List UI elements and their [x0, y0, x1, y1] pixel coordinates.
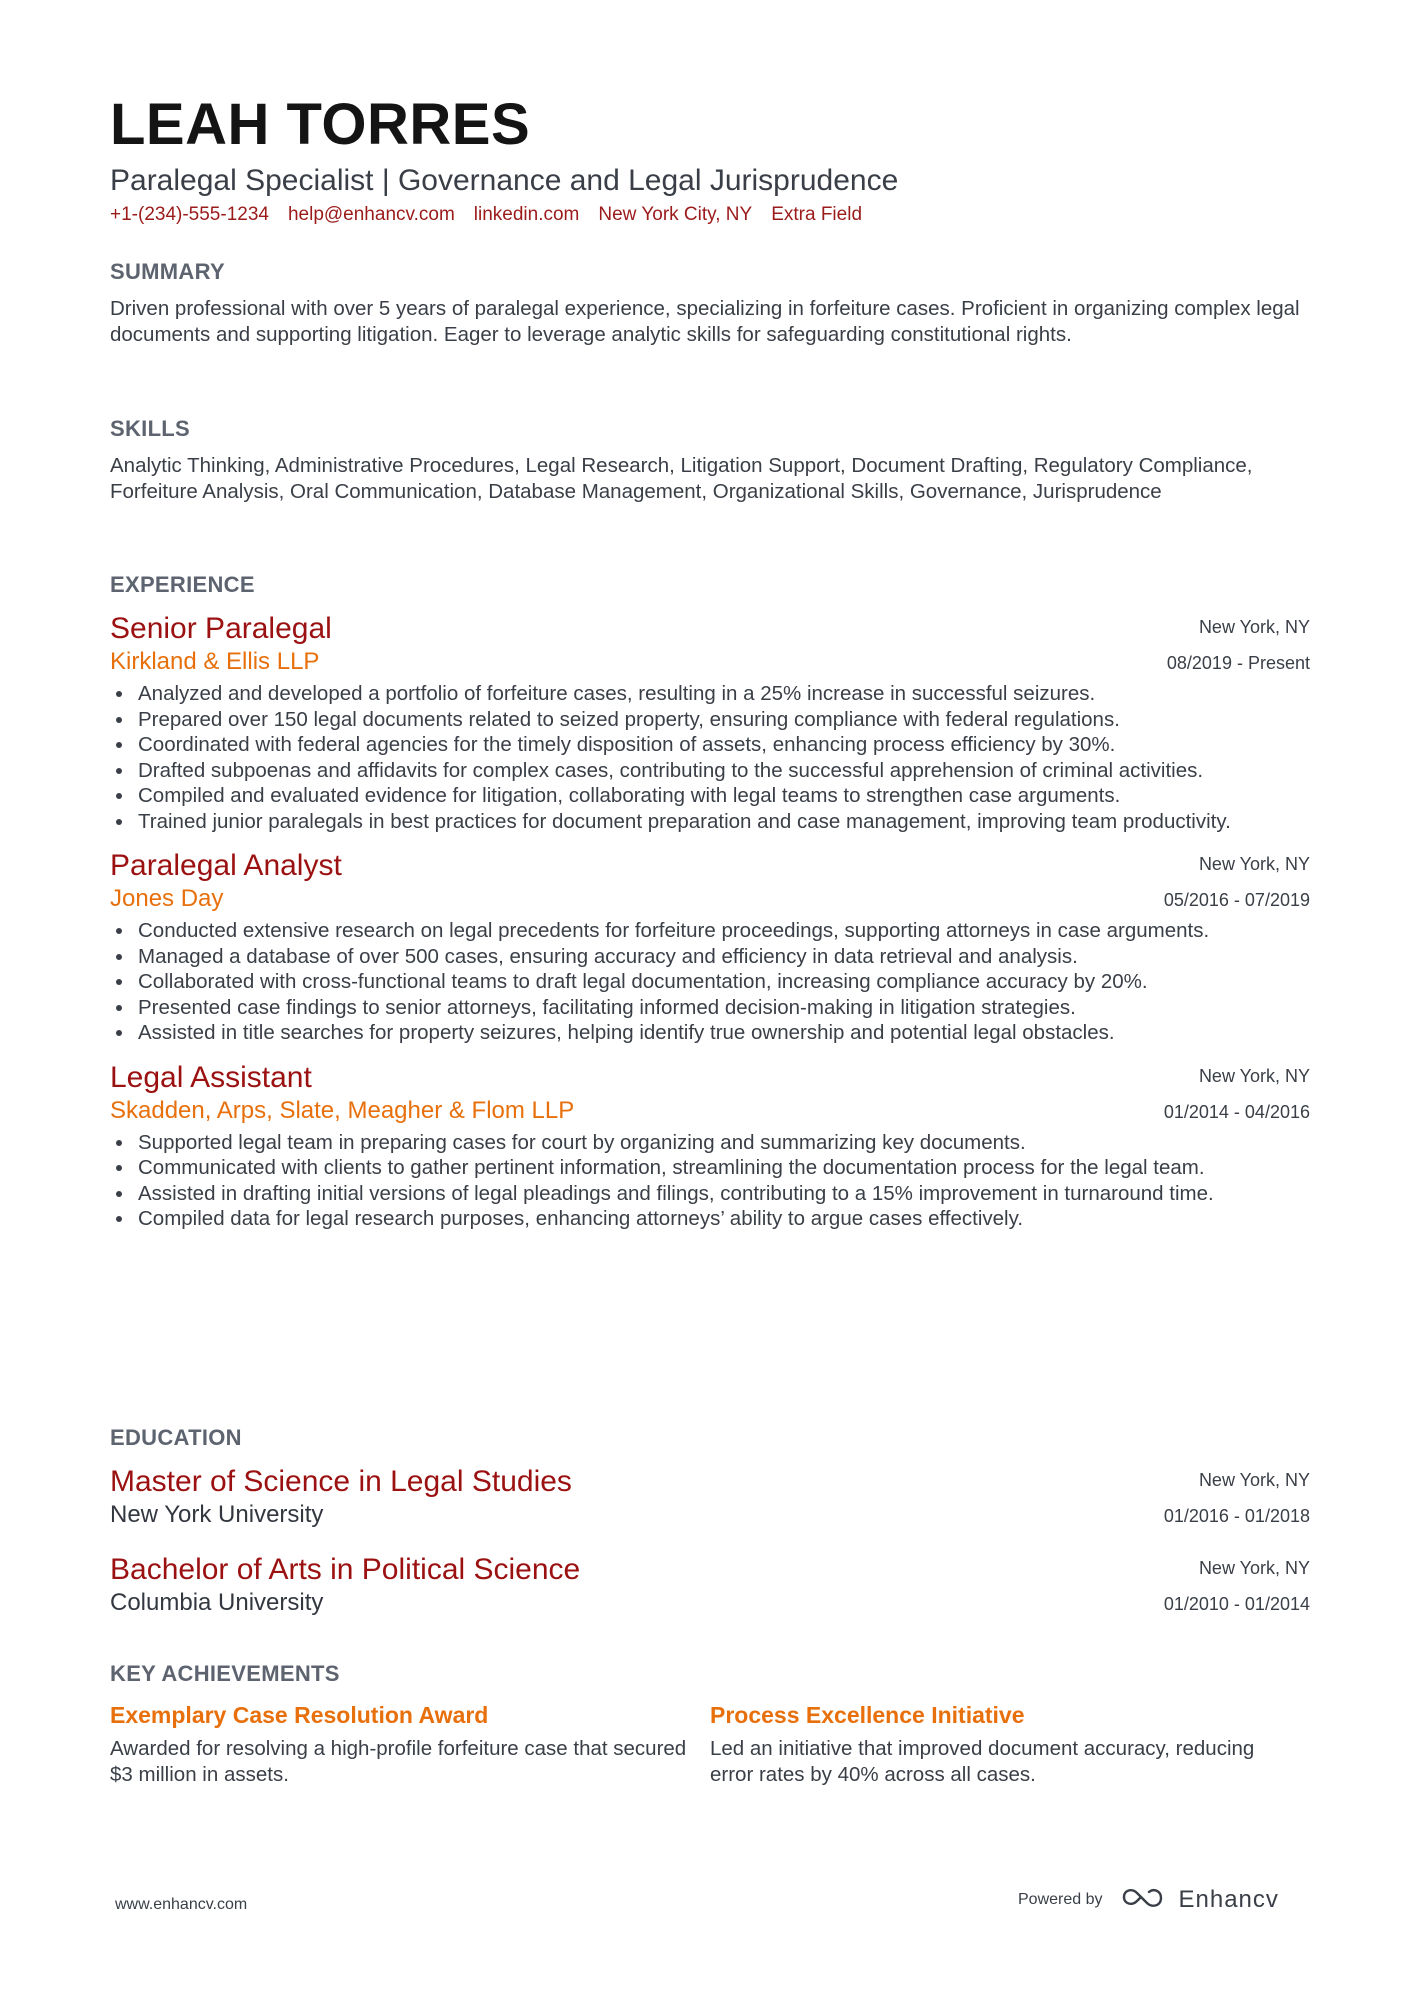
education-location: New York, NY: [1198, 1470, 1310, 1490]
experience-section: [110, 571, 1310, 1232]
job-bullets: [110, 681, 1310, 834]
job-location: New York, NY: [1198, 854, 1310, 874]
bullet-item: Trained junior paralegals in best practices for document preparation and case management, improving team productivity.: [110, 809, 1250, 835]
education-school: New York University: [110, 1501, 324, 1528]
brand-name: Enhancv: [1178, 1885, 1279, 1913]
job-bullets: [110, 918, 1310, 1046]
education-degree: Bachelor of Arts in Political Science: [110, 1553, 581, 1586]
bullet-item: Supported legal team in preparing cases for court by organizing and summarizing key documents.: [110, 1130, 1250, 1156]
skills-title: SKILLS: [110, 416, 191, 441]
candidate-name: LEAH TORRES: [110, 92, 531, 157]
headline: Paralegal Specialist | Governance and Legal Jurisprudence: [110, 164, 899, 197]
job-location: New York, NY: [1198, 617, 1310, 637]
bullet-item: Conducted extensive research on legal precedents for forfeiture proceedings, supporting attorneys in case arguments.: [110, 918, 1250, 944]
education-school: Columbia University: [110, 1589, 324, 1616]
achievement-title: Exemplary Case Resolution Award: [110, 1702, 489, 1728]
achievement-item: [110, 1700, 710, 1787]
education-title: EDUCATION: [110, 1425, 242, 1450]
bullet-item: Drafted subpoenas and affidavits for complex cases, contributing to the successful apprehension of criminal activities.: [110, 758, 1250, 784]
experience-title: EXPERIENCE: [110, 572, 255, 597]
bullet-item: Assisted in title searches for property seizures, helping identify true ownership and potential legal obstacles.: [110, 1020, 1250, 1046]
education-entry: [110, 1552, 1310, 1618]
skills-text: Analytic Thinking, Administrative Procedures, Legal Research, Litigation Support, Document Drafting, Regulatory Compliance, Forfeiture Analysis, Oral Communication, Database Management, Organizational Skills, Governance, Jurisprudence: [110, 454, 1253, 503]
achievement-desc: Led an initiative that improved document accuracy, reducing error rates by 40% across all cases.: [710, 1737, 1255, 1786]
job-entry: [110, 848, 1310, 1046]
skills-section: [110, 415, 1310, 504]
summary-title: SUMMARY: [110, 259, 225, 284]
bullet-item: Assisted in drafting initial versions of legal pleadings and filings, contributing to a 15% improvement in turnaround time.: [110, 1181, 1250, 1207]
job-company: Kirkland & Ellis LLP: [110, 648, 320, 675]
resume-page: [110, 92, 1310, 1786]
contact-extra[interactable]: Extra Field: [771, 204, 863, 225]
education-section: [110, 1424, 1310, 1618]
job-company: Jones Day: [110, 885, 224, 912]
achievement-desc: Awarded for resolving a high-profile forfeiture case that secured $3 million in assets.: [110, 1737, 687, 1786]
contact-email[interactable]: help@enhancv.com: [287, 204, 455, 225]
bullet-item: Prepared over 150 legal documents related to seized property, ensuring compliance with federal regulations.: [110, 707, 1250, 733]
summary-text: Driven professional with over 5 years of paralegal experience, specializing in forfeiture cases. Proficient in organizing complex legal documents and supporting litigation. Eager to leverage analytic skills for safeguarding constitutional rights.: [110, 297, 1300, 346]
job-location: New York, NY: [1198, 1065, 1310, 1086]
achievements-grid: [110, 1700, 1310, 1787]
bullet-item: Analyzed and developed a portfolio of forfeiture cases, resulting in a 25% increase in successful seizures.: [110, 681, 1250, 707]
contact-location[interactable]: New York City, NY: [598, 204, 753, 225]
contact-bar: [110, 202, 1310, 228]
achievement-title: Process Excellence Initiative: [710, 1702, 1025, 1728]
job-bullets: [110, 1130, 1310, 1232]
powered-by-label: Powered by: [1018, 1890, 1103, 1908]
bullet-item: Managed a database of over 500 cases, ensuring accuracy and efficiency in data retrieval and analysis.: [110, 944, 1250, 970]
education-location: New York, NY: [1198, 1558, 1310, 1578]
contact-linkedin[interactable]: linkedin.com: [473, 204, 580, 225]
bullet-item: Compiled data for legal research purposes, enhancing attorneys’ ability to argue cases effectively.: [110, 1206, 1250, 1232]
job-role: Legal Assistant: [110, 1060, 312, 1094]
education-entry: [110, 1464, 1310, 1530]
job-role: Paralegal Analyst: [110, 849, 342, 882]
job-dates: 05/2016 - 07/2019: [1163, 890, 1310, 910]
job-entry: [110, 1060, 1310, 1232]
education-dates: 01/2016 - 01/2018: [1163, 1506, 1310, 1526]
achievements-section: [110, 1660, 1310, 1787]
job-company: Skadden, Arps, Slate, Meagher & Flom LLP: [110, 1096, 575, 1124]
bullet-item: Presented case findings to senior attorneys, facilitating informed decision-making in litigation strategies.: [110, 995, 1250, 1021]
bullet-item: Compiled and evaluated evidence for litigation, collaborating with legal teams to strengthen case arguments.: [110, 783, 1250, 809]
contact-phone[interactable]: +1-(234)-555-1234: [110, 204, 269, 225]
job-role: Senior Paralegal: [110, 612, 332, 645]
bullet-item: Coordinated with federal agencies for the timely disposition of assets, enhancing process efficiency by 30%.: [110, 732, 1250, 758]
enhancv-logo-icon: [1121, 1884, 1169, 1915]
summary-section: [110, 258, 1310, 347]
achievements-title: KEY ACHIEVEMENTS: [110, 1661, 340, 1686]
education-dates: 01/2010 - 01/2014: [1163, 1594, 1310, 1614]
achievement-item: [710, 1700, 1310, 1787]
job-dates: 01/2014 - 04/2016: [1163, 1101, 1310, 1122]
education-degree: Master of Science in Legal Studies: [110, 1465, 572, 1498]
job-dates: 08/2019 - Present: [1166, 653, 1310, 673]
bullet-item: Communicated with clients to gather pertinent information, streamlining the documentation process for the legal team.: [110, 1155, 1250, 1181]
footer-branding: [1018, 1884, 1279, 1915]
footer-website[interactable]: www.enhancv.com: [115, 1896, 248, 1913]
brand-logo[interactable]: [1121, 1884, 1279, 1915]
bullet-item: Collaborated with cross-functional teams to draft legal documentation, increasing compliance accuracy by 20%.: [110, 969, 1250, 995]
job-entry: [110, 611, 1310, 834]
